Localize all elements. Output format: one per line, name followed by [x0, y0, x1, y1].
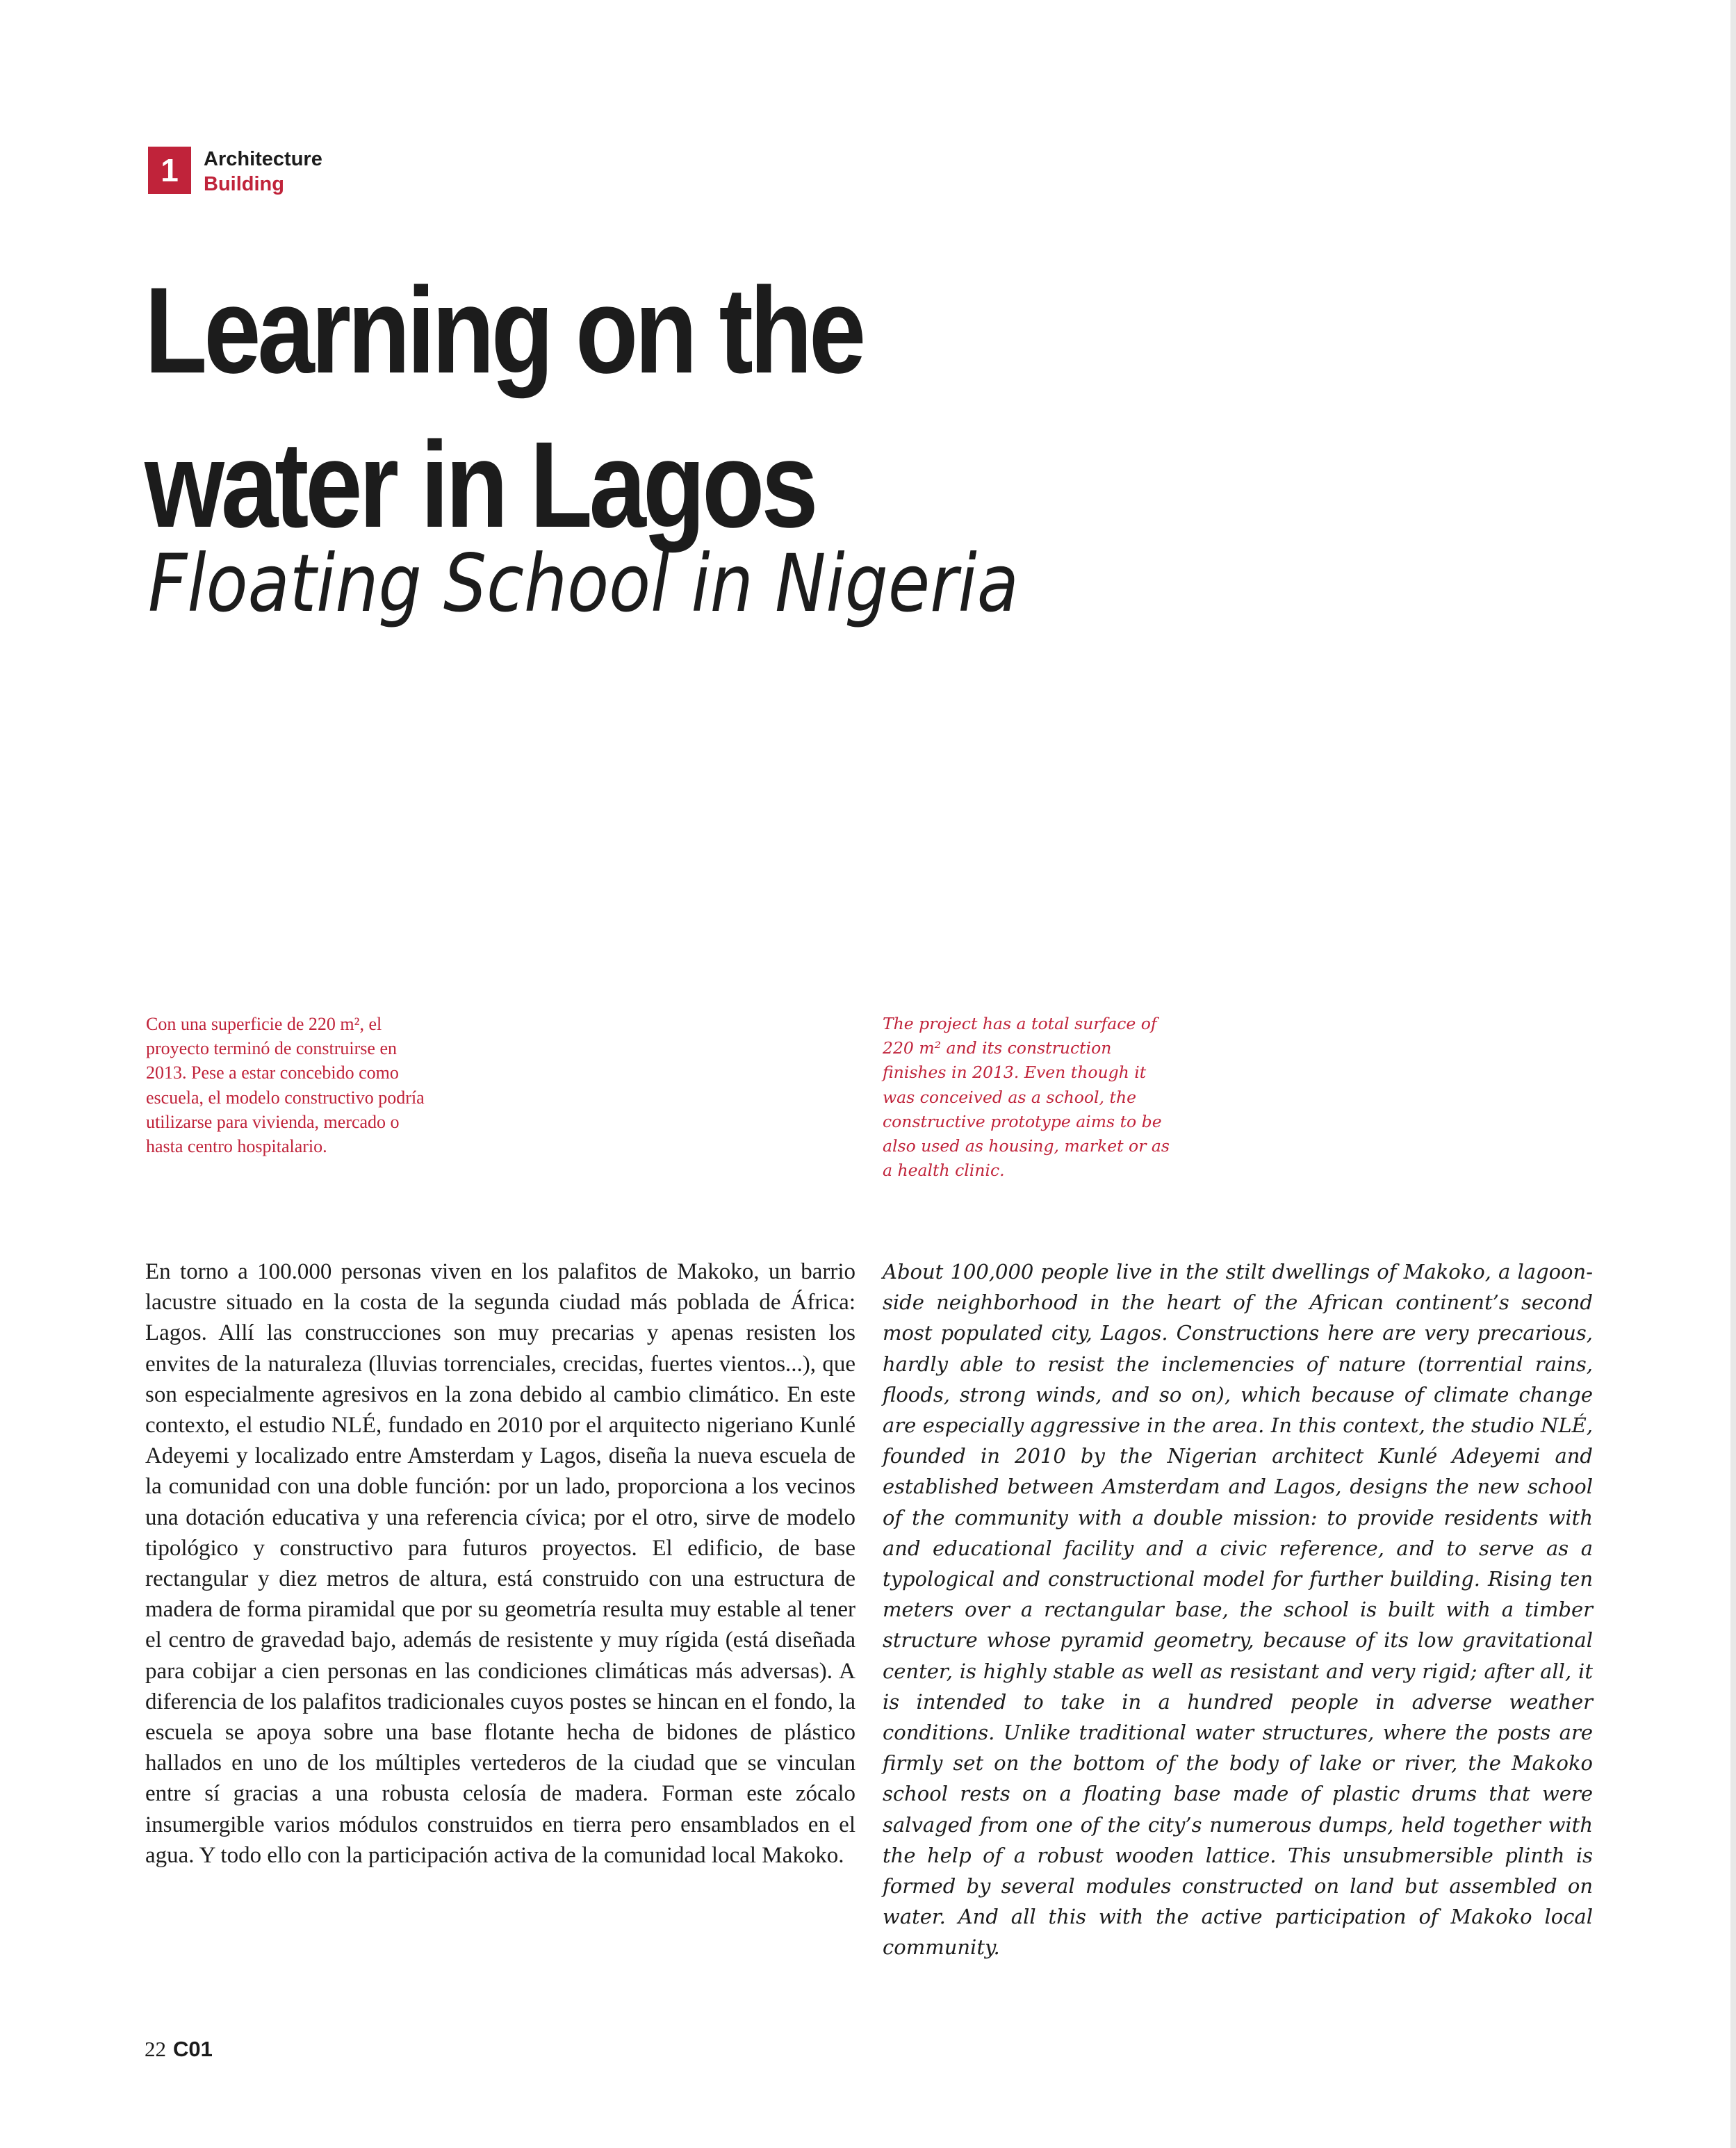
section-subcategory: Building [204, 173, 284, 195]
article-title-line-1: Learning on the [145, 263, 863, 399]
section-category: Architecture [204, 148, 322, 170]
article-subtitle: Floating School in Nigeria [148, 537, 1019, 630]
page-edge-shadow [1730, 0, 1736, 2148]
page-number: 22 [145, 2037, 166, 2061]
section-tag [148, 147, 322, 197]
article-title [145, 254, 1195, 562]
page-footer [145, 2037, 213, 2062]
article-title-line-2: water in Lagos [145, 417, 815, 553]
issue-label: C01 [173, 2037, 213, 2061]
body-text-english: About 100,000 people live in the stilt dwellings of Makoko, a lagoon-side neighborhood in the heart of the African continent’s second most populated city, Lagos. Constructions here are very precarious, hardly able to resist the inclemencies of nature (torrential rains, floods, strong winds, and so on), which because of climate change are especially aggressive in the area. In this context, the studio NLÉ, founded in 2010 by the Nigerian architect Kunlé Adeyemi and established between Amsterdam and Lagos, designs the new school of the community with a double mission: to provide residents with and educational facility and a civic reference, and to serve as a typological and constructional model for further building. Rising ten meters over a rectangular base, the school is built with a timber structure whose pyramid geometry, because of its low gravitational center, is highly stable as well as resistant and very rigid; after all, it is intended to take in a hundred people in adverse weather conditions. Unlike traditional water structures, where the posts are firmly set on the bottom of the body of lake or river, the Makoko school rests on a floating base made of plastic drums that were salvaged from one of the city’s numerous dumps, held together with the help of a robust wooden lattice. This unsubmersible plinth is formed by several modules constructed on land but assembled on water. And all this with the active participation of Makoko local community. [883, 1260, 1593, 1960]
lead-text-english: The project has a total surface of 220 m² and its construction finishes in 2013. Even though it was conceived as a school, the constructive prototype aims to be also used as housing, market or as a health clinic. [883, 1014, 1170, 1181]
body-text-spanish: En torno a 100.000 personas viven en los palafitos de Makoko, un barrio lacustre situado en la costa de la segunda ciudad más poblada de África: Lagos. Allí las construcciones son muy precarias y apenas resisten los envites de la naturaleza (lluvias torrenciales, crecidas, fuertes vientos...), que son especialmente agresivos en la zona debido al cambio climático. En este contexto, el estudio NLÉ, fundado en 2010 por el arquitecto nigeriano Kunlé Adeyemi y localizado entre Amsterdam y Lagos, diseña la nueva escuela de la comunidad con una doble función: por un lado, proporciona a los vecinos una dotación educativa y una referencia cívica; por el otro, sirve de modelo tipológico y constructivo para futuros proyectos. El edificio, de base rectangular y diez metros de altura, está construido con una estructura de madera de forma piramidal que por su geometría resulta muy estable al tener el centro de gravedad bajo, además de resistente y muy rígida (está diseñada para cobijar a cien personas en las condiciones climáticas más adversas). A diferencia de los palafitos tradicionales cuyos postes se hincan en el fondo, la escuela se apoya sobre una base flotante hecha de bidones de plástico hallados en uno de los múltiples vertederos de la ciudad que se vinculan entre sí gracias a una robusta celosía de madera. Forman este zócalo insumergible varios módulos construidos en tierra pero ensamblados en el agua. Y todo ello con la participación activa de la comunidad local Makoko. [145, 1259, 855, 1868]
section-labels [204, 147, 322, 197]
section-number-badge: 1 [148, 147, 191, 194]
lead-text-spanish: Con una superficie de 220 m², el proyecto terminó de construirse en 2013. Pese a estar concebido como escuela, el modelo constructivo podría utilizarse para vivienda, mercado o hasta centro hospitalario. [146, 1014, 425, 1157]
